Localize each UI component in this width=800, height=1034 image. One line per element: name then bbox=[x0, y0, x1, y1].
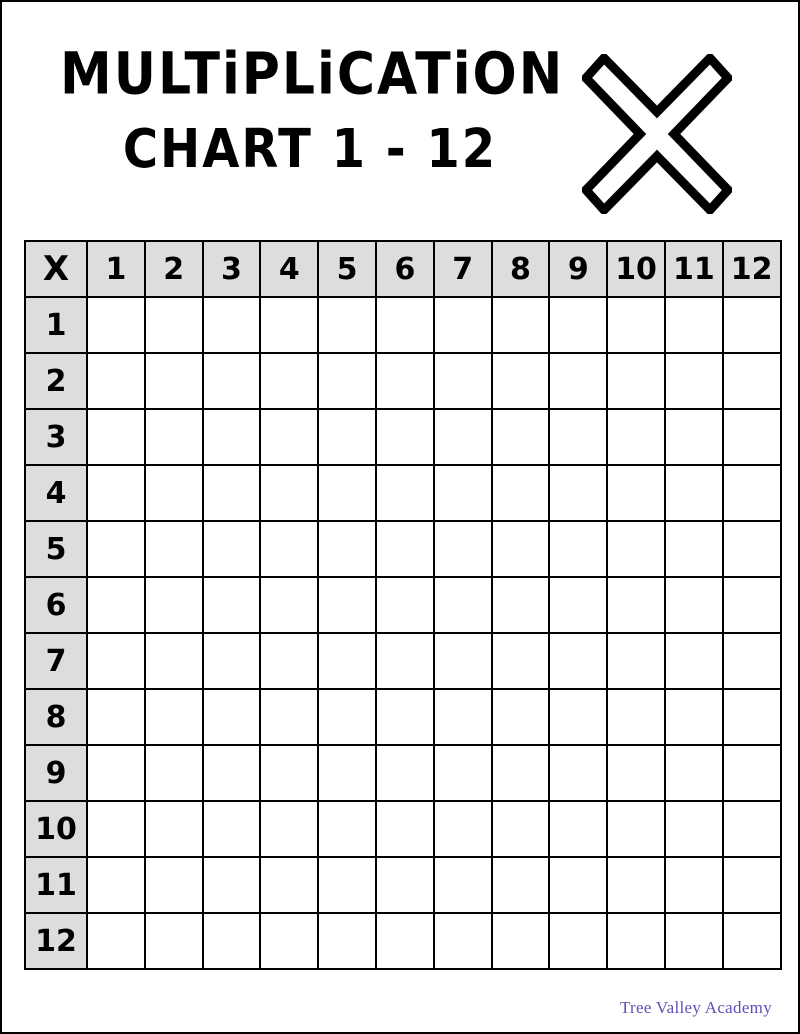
grid-cell[interactable] bbox=[665, 409, 723, 465]
grid-cell[interactable] bbox=[607, 689, 665, 745]
grid-cell[interactable] bbox=[87, 745, 145, 801]
grid-cell[interactable] bbox=[318, 745, 376, 801]
grid-cell[interactable] bbox=[723, 745, 781, 801]
grid-cell[interactable] bbox=[260, 409, 318, 465]
grid-cell[interactable] bbox=[376, 689, 434, 745]
grid-cell[interactable] bbox=[87, 689, 145, 745]
grid-cell[interactable] bbox=[492, 353, 550, 409]
title-line-1: MULTiPLiCATiON bbox=[60, 40, 565, 108]
table-header-row bbox=[25, 241, 781, 297]
grid-cell[interactable] bbox=[434, 913, 492, 969]
row-header: 4 bbox=[25, 465, 87, 521]
grid-cell[interactable] bbox=[318, 633, 376, 689]
grid-cell[interactable] bbox=[434, 745, 492, 801]
row-header: 8 bbox=[25, 689, 87, 745]
grid-cell[interactable] bbox=[260, 353, 318, 409]
credit-text: Tree Valley Academy bbox=[619, 998, 772, 1017]
grid-cell[interactable] bbox=[145, 913, 203, 969]
grid-cell[interactable] bbox=[434, 577, 492, 633]
grid-cell[interactable] bbox=[260, 801, 318, 857]
column-header: 11 bbox=[665, 241, 723, 297]
grid-cell[interactable] bbox=[376, 353, 434, 409]
grid-cell[interactable] bbox=[723, 913, 781, 969]
grid-cell[interactable] bbox=[318, 409, 376, 465]
grid-cell[interactable] bbox=[203, 689, 261, 745]
grid-cell[interactable] bbox=[434, 465, 492, 521]
grid-cell[interactable] bbox=[434, 409, 492, 465]
grid-cell[interactable] bbox=[549, 913, 607, 969]
row-header: 9 bbox=[25, 745, 87, 801]
grid-cell[interactable] bbox=[723, 801, 781, 857]
grid-cell[interactable] bbox=[87, 857, 145, 913]
grid-cell[interactable] bbox=[492, 745, 550, 801]
grid-cell[interactable] bbox=[549, 689, 607, 745]
table-row bbox=[25, 297, 781, 353]
grid-cell[interactable] bbox=[203, 633, 261, 689]
grid-cell[interactable] bbox=[549, 297, 607, 353]
grid-cell[interactable] bbox=[607, 353, 665, 409]
grid-cell[interactable] bbox=[723, 297, 781, 353]
grid-cell[interactable] bbox=[203, 297, 261, 353]
column-header: 8 bbox=[492, 241, 550, 297]
grid-cell[interactable] bbox=[492, 633, 550, 689]
grid-cell[interactable] bbox=[723, 353, 781, 409]
grid-cell[interactable] bbox=[145, 521, 203, 577]
table-row bbox=[25, 745, 781, 801]
column-header: 1 bbox=[87, 241, 145, 297]
grid-cell[interactable] bbox=[318, 689, 376, 745]
page-title bbox=[60, 40, 565, 180]
grid-cell[interactable] bbox=[145, 465, 203, 521]
grid-cell[interactable] bbox=[434, 857, 492, 913]
grid-cell[interactable] bbox=[376, 857, 434, 913]
grid-cell[interactable] bbox=[607, 913, 665, 969]
grid-cell[interactable] bbox=[260, 297, 318, 353]
grid-cell[interactable] bbox=[260, 465, 318, 521]
grid-cell[interactable] bbox=[203, 745, 261, 801]
grid-cell[interactable] bbox=[607, 857, 665, 913]
table-row bbox=[25, 857, 781, 913]
grid-cell[interactable] bbox=[145, 801, 203, 857]
grid-cell[interactable] bbox=[549, 745, 607, 801]
grid-cell[interactable] bbox=[549, 857, 607, 913]
grid-cell[interactable] bbox=[145, 353, 203, 409]
grid-cell[interactable] bbox=[260, 577, 318, 633]
grid-cell[interactable] bbox=[145, 689, 203, 745]
grid-cell[interactable] bbox=[203, 465, 261, 521]
grid-cell[interactable] bbox=[492, 689, 550, 745]
grid-cell[interactable] bbox=[376, 913, 434, 969]
table-row bbox=[25, 409, 781, 465]
grid-cell[interactable] bbox=[549, 577, 607, 633]
grid-cell[interactable] bbox=[492, 465, 550, 521]
title-line-2: CHART 1 - 12 bbox=[122, 117, 498, 180]
grid-cell[interactable] bbox=[492, 913, 550, 969]
grid-cell[interactable] bbox=[549, 801, 607, 857]
grid-cell[interactable] bbox=[87, 353, 145, 409]
grid-cell[interactable] bbox=[434, 633, 492, 689]
grid-cell[interactable] bbox=[723, 465, 781, 521]
grid-cell[interactable] bbox=[376, 297, 434, 353]
column-header: 4 bbox=[260, 241, 318, 297]
grid-cell[interactable] bbox=[665, 521, 723, 577]
row-header: 5 bbox=[25, 521, 87, 577]
grid-cell[interactable] bbox=[723, 633, 781, 689]
grid-cell[interactable] bbox=[203, 913, 261, 969]
x-multiply-icon bbox=[582, 54, 732, 214]
grid-cell[interactable] bbox=[607, 409, 665, 465]
table-row bbox=[25, 801, 781, 857]
grid-cell[interactable] bbox=[260, 745, 318, 801]
grid-cell[interactable] bbox=[376, 801, 434, 857]
grid-cell[interactable] bbox=[318, 521, 376, 577]
grid-cell[interactable] bbox=[376, 745, 434, 801]
grid-cell[interactable] bbox=[145, 633, 203, 689]
grid-cell[interactable] bbox=[723, 857, 781, 913]
grid-cell[interactable] bbox=[665, 577, 723, 633]
grid-cell[interactable] bbox=[318, 465, 376, 521]
table-row bbox=[25, 465, 781, 521]
column-header: 12 bbox=[723, 241, 781, 297]
grid-cell[interactable] bbox=[203, 353, 261, 409]
table-row bbox=[25, 521, 781, 577]
grid-cell[interactable] bbox=[260, 857, 318, 913]
grid-cell[interactable] bbox=[376, 521, 434, 577]
grid-cell[interactable] bbox=[87, 577, 145, 633]
grid-cell[interactable] bbox=[665, 353, 723, 409]
table-row bbox=[25, 633, 781, 689]
grid-cell[interactable] bbox=[434, 801, 492, 857]
grid-cell[interactable] bbox=[318, 857, 376, 913]
grid-cell[interactable] bbox=[665, 801, 723, 857]
grid-cell[interactable] bbox=[492, 577, 550, 633]
grid-cell[interactable] bbox=[203, 857, 261, 913]
grid-cell[interactable] bbox=[260, 913, 318, 969]
table-row bbox=[25, 577, 781, 633]
corner-cell: X bbox=[25, 241, 87, 297]
multiplication-grid bbox=[24, 240, 780, 970]
grid-cell[interactable] bbox=[376, 633, 434, 689]
grid-cell[interactable] bbox=[665, 745, 723, 801]
column-header: 7 bbox=[434, 241, 492, 297]
grid-cell[interactable] bbox=[492, 297, 550, 353]
worksheet-header bbox=[2, 32, 800, 217]
table-row bbox=[25, 913, 781, 969]
grid-cell[interactable] bbox=[318, 801, 376, 857]
grid-cell[interactable] bbox=[607, 633, 665, 689]
grid-cell[interactable] bbox=[549, 465, 607, 521]
grid-cell[interactable] bbox=[723, 577, 781, 633]
grid-cell[interactable] bbox=[492, 409, 550, 465]
grid-cell[interactable] bbox=[723, 689, 781, 745]
grid-cell[interactable] bbox=[549, 633, 607, 689]
row-header: 12 bbox=[25, 913, 87, 969]
grid-cell[interactable] bbox=[145, 745, 203, 801]
grid-cell[interactable] bbox=[492, 801, 550, 857]
grid-cell[interactable] bbox=[434, 297, 492, 353]
grid-cell[interactable] bbox=[549, 409, 607, 465]
grid-cell[interactable] bbox=[607, 521, 665, 577]
grid-cell[interactable] bbox=[665, 465, 723, 521]
grid-cell[interactable] bbox=[607, 577, 665, 633]
grid-cell[interactable] bbox=[665, 297, 723, 353]
grid-cell[interactable] bbox=[665, 913, 723, 969]
grid-cell[interactable] bbox=[607, 465, 665, 521]
grid-cell[interactable] bbox=[318, 297, 376, 353]
grid-cell[interactable] bbox=[87, 465, 145, 521]
grid-cell[interactable] bbox=[492, 521, 550, 577]
grid-cell[interactable] bbox=[607, 801, 665, 857]
column-header: 9 bbox=[549, 241, 607, 297]
grid-cell[interactable] bbox=[492, 857, 550, 913]
grid-cell[interactable] bbox=[203, 409, 261, 465]
grid-cell[interactable] bbox=[318, 913, 376, 969]
row-header: 7 bbox=[25, 633, 87, 689]
row-header: 1 bbox=[25, 297, 87, 353]
grid-cell[interactable] bbox=[145, 577, 203, 633]
grid-cell[interactable] bbox=[203, 801, 261, 857]
row-header: 6 bbox=[25, 577, 87, 633]
column-header: 5 bbox=[318, 241, 376, 297]
grid-cell[interactable] bbox=[665, 633, 723, 689]
grid-cell[interactable] bbox=[87, 801, 145, 857]
grid-cell[interactable] bbox=[145, 857, 203, 913]
row-header: 2 bbox=[25, 353, 87, 409]
grid-cell[interactable] bbox=[549, 521, 607, 577]
grid-cell[interactable] bbox=[87, 297, 145, 353]
grid-cell[interactable] bbox=[260, 521, 318, 577]
grid-cell[interactable] bbox=[260, 689, 318, 745]
row-header: 3 bbox=[25, 409, 87, 465]
column-header: 6 bbox=[376, 241, 434, 297]
table-row bbox=[25, 689, 781, 745]
grid-cell[interactable] bbox=[87, 913, 145, 969]
column-header: 3 bbox=[203, 241, 261, 297]
grid-cell[interactable] bbox=[723, 521, 781, 577]
grid-cell[interactable] bbox=[723, 409, 781, 465]
grid-cell[interactable] bbox=[376, 577, 434, 633]
grid-cell[interactable] bbox=[434, 353, 492, 409]
grid-cell[interactable] bbox=[203, 577, 261, 633]
grid-cell[interactable] bbox=[203, 521, 261, 577]
grid-cell[interactable] bbox=[549, 353, 607, 409]
grid-cell[interactable] bbox=[260, 633, 318, 689]
grid-cell[interactable] bbox=[434, 521, 492, 577]
row-header: 11 bbox=[25, 857, 87, 913]
grid-cell[interactable] bbox=[434, 689, 492, 745]
column-header: 10 bbox=[607, 241, 665, 297]
grid-cell[interactable] bbox=[87, 521, 145, 577]
row-header: 10 bbox=[25, 801, 87, 857]
grid-cell[interactable] bbox=[665, 857, 723, 913]
grid-cell[interactable] bbox=[607, 745, 665, 801]
grid-cell[interactable] bbox=[665, 689, 723, 745]
grid-cell[interactable] bbox=[145, 297, 203, 353]
grid-cell[interactable] bbox=[607, 297, 665, 353]
grid-cell[interactable] bbox=[87, 633, 145, 689]
grid-cell[interactable] bbox=[376, 409, 434, 465]
grid-cell[interactable] bbox=[318, 353, 376, 409]
multiplication-table bbox=[24, 240, 782, 970]
grid-cell[interactable] bbox=[145, 409, 203, 465]
grid-cell[interactable] bbox=[376, 465, 434, 521]
table-row bbox=[25, 353, 781, 409]
column-header: 2 bbox=[145, 241, 203, 297]
grid-cell[interactable] bbox=[318, 577, 376, 633]
grid-cell[interactable] bbox=[87, 409, 145, 465]
